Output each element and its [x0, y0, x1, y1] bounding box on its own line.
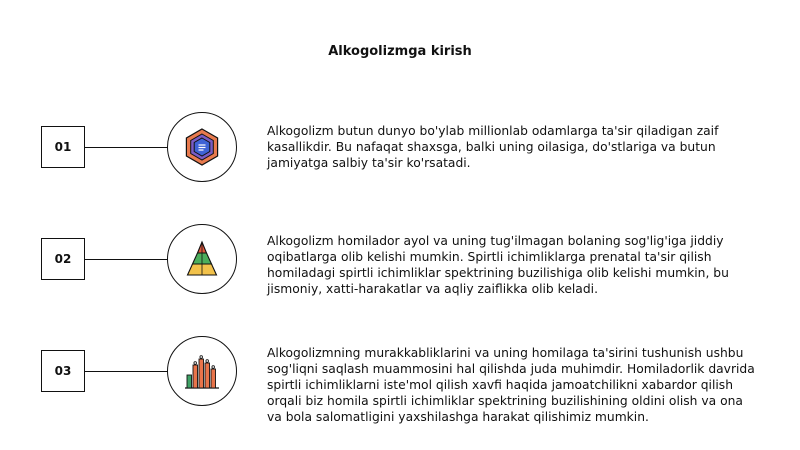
connector-line: [85, 259, 169, 260]
icon-circle: [167, 336, 237, 406]
hexagon-document-icon: [182, 127, 222, 167]
item-description: Alkogolizmning murakkabliklarini va uning homilaga ta'sirini tushunish ushbu sog'liqni saqlash muammosini hal qilishda juda muhimdir. Homiladorlik davrida spirtli ichimliklarni iste'mol qilish xavfi haqida jamoatchilikni xabardor qilish orqali biz homila spirtli ichimliklar spektrining buzilishining oldini olish va ona va bola salomatligini yaxshilashga harakat qilishimiz mumkin.: [267, 346, 755, 424]
item-number: 02: [54, 252, 72, 266]
list-item-2: [0, 219, 800, 299]
pyramid-icon: [182, 239, 222, 279]
icon-circle: [167, 224, 237, 294]
item-description: Alkogolizm butun dunyo bo'ylab millionlab odamlarga ta'sir qiladigan zaif kasallikdir. Bu nafaqat shaxsga, balki uning oilasiga, do'stlariga va butun jamiyatga salbiy ta'sir ko'rsatadi.: [267, 124, 719, 170]
item-number: 01: [54, 140, 72, 154]
list-item-3: [0, 331, 800, 424]
bar-chart-icon: [182, 351, 222, 391]
item-number: 03: [54, 364, 72, 378]
icon-circle: [167, 112, 237, 182]
item-number-box: [41, 126, 85, 168]
item-description: Alkogolizm homilador ayol va uning tug'ilmagan bolaning sog'lig'iga jiddiy oqibatlarga olib kelishi mumkin. Spirtli ichimliklarga prenatal ta'sir qilish homiladagi spirtli ichimliklar spektrining buzilishiga olib kelishi mumkin, bu jismoniy, xatti-harakatlar va aqliy zaiflikka olib keladi.: [267, 234, 729, 296]
list-item-1: [0, 107, 800, 187]
connector-line: [85, 147, 169, 148]
slide-title: Alkogolizmga kirish: [328, 44, 472, 59]
item-number-box: [41, 238, 85, 280]
item-number-box: [41, 350, 85, 392]
connector-line: [85, 371, 169, 372]
